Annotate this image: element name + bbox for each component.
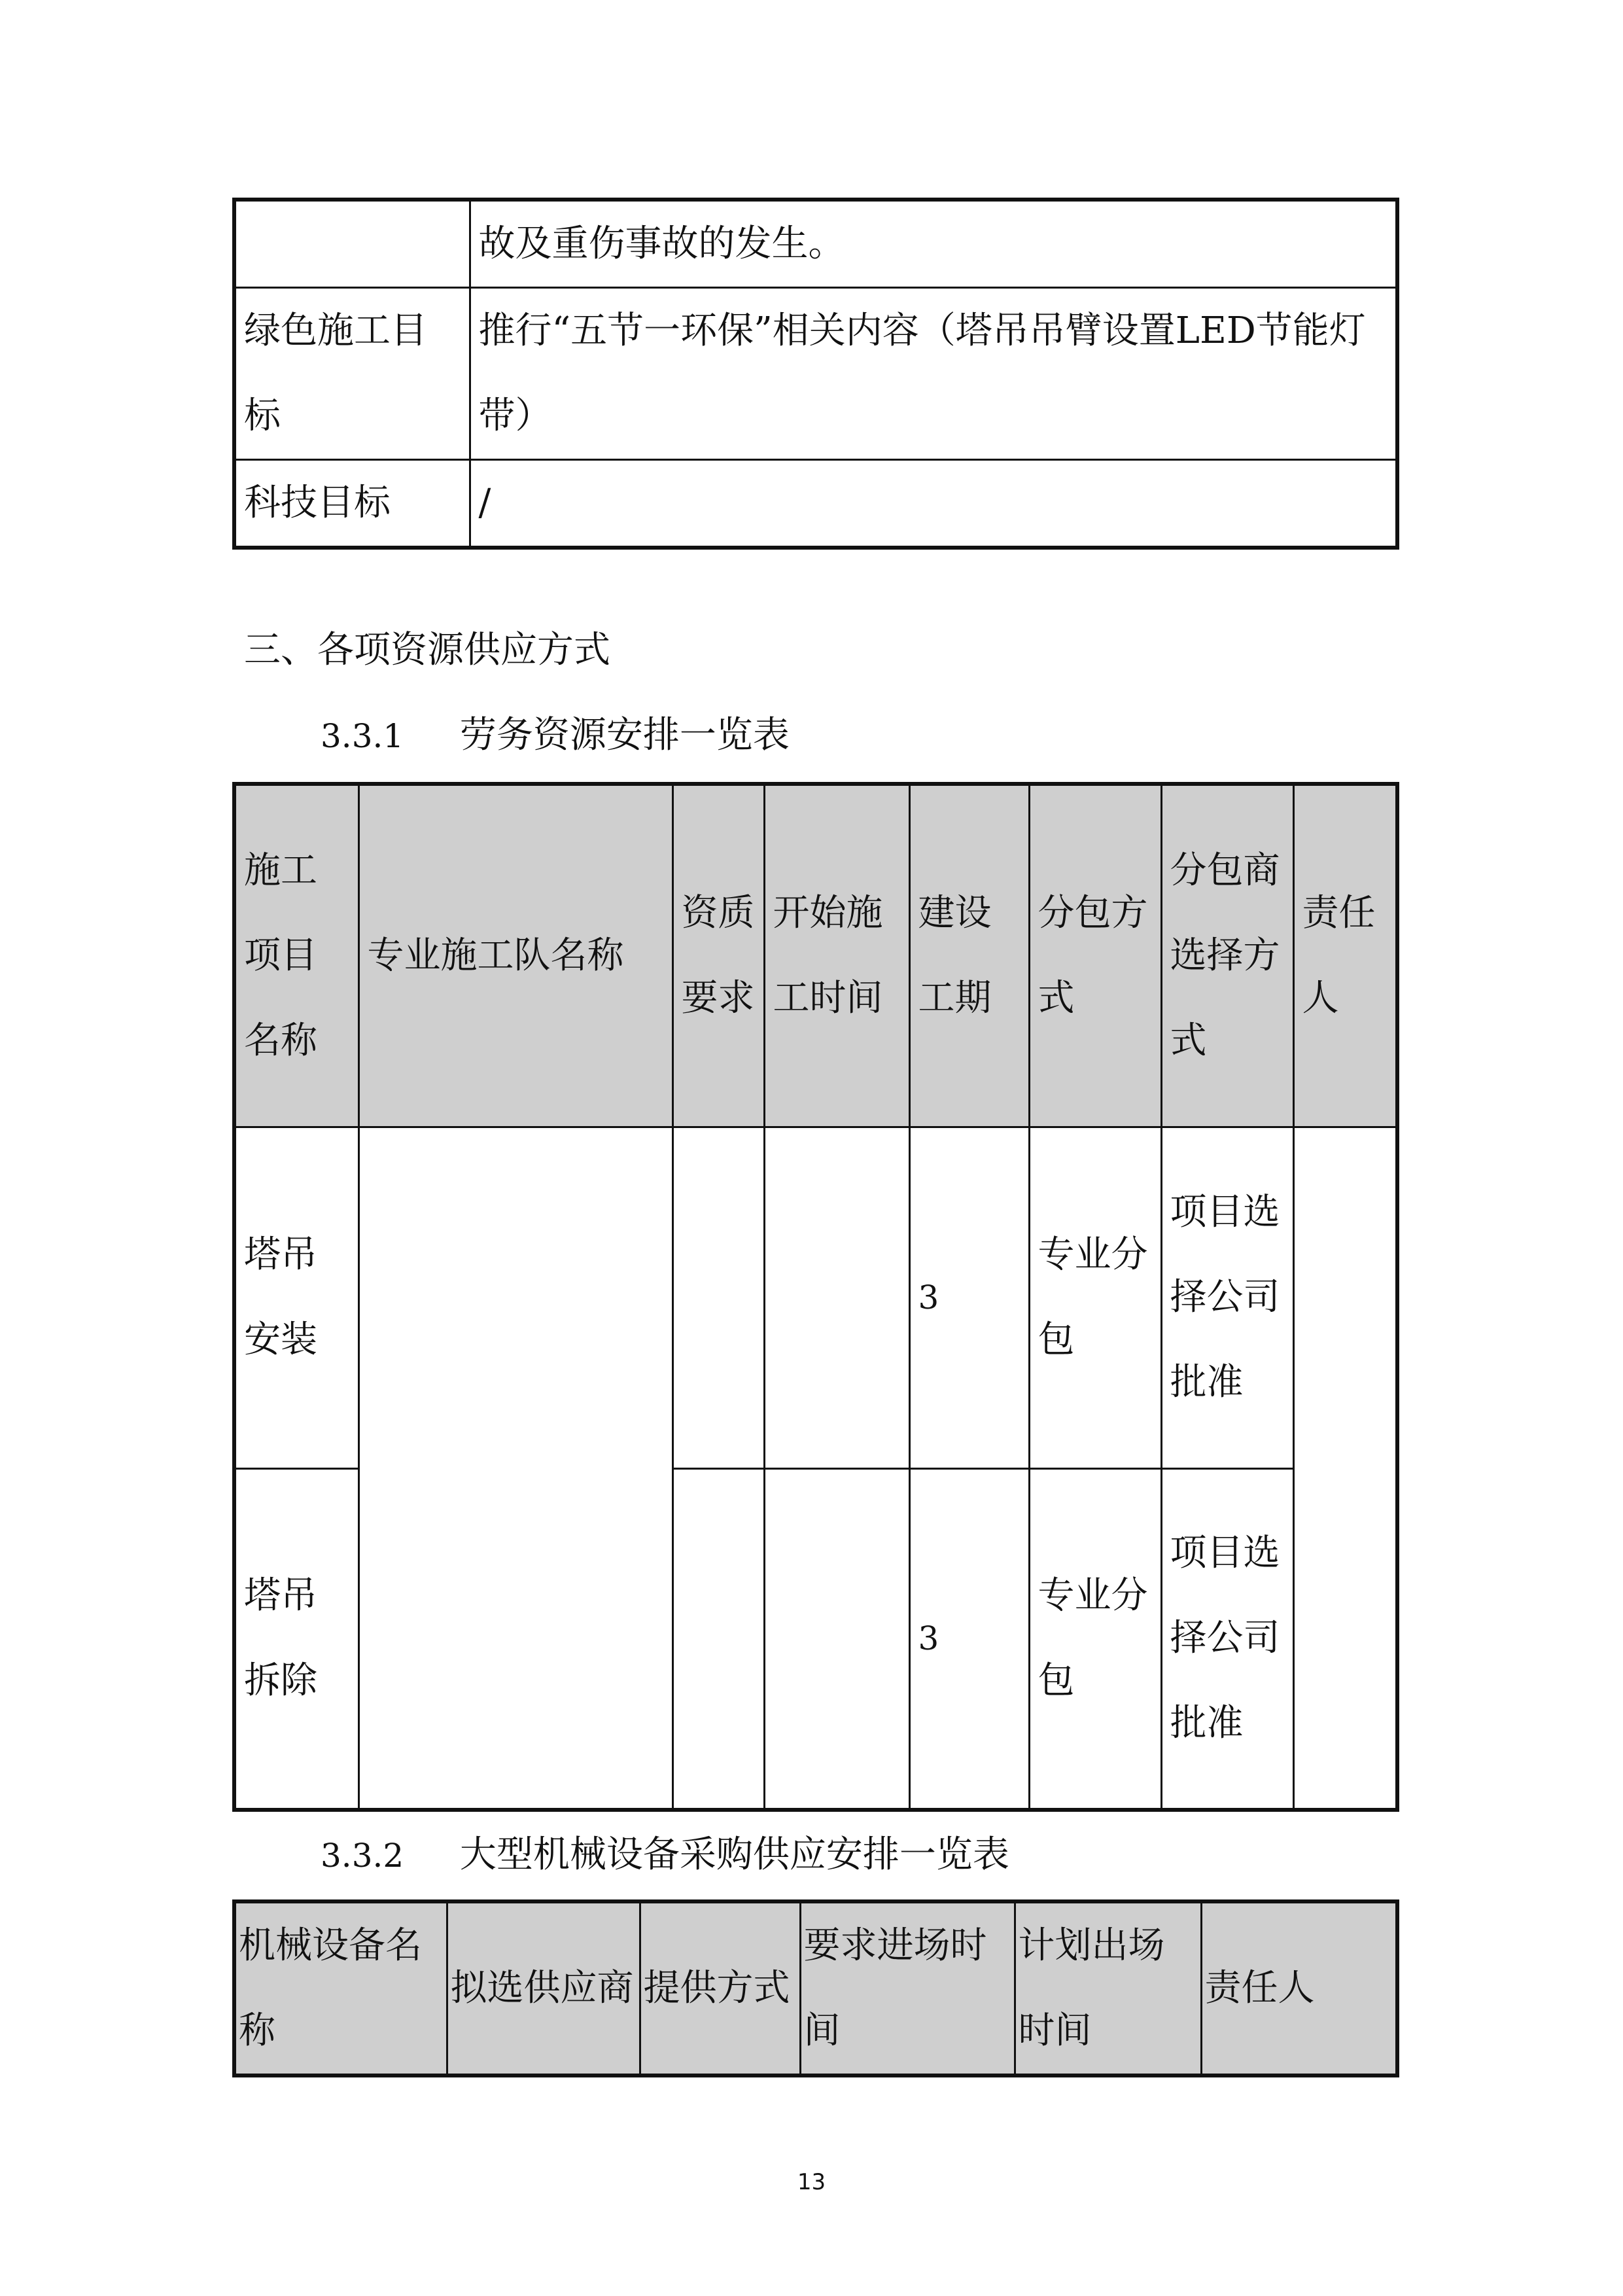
header-period: 建设工期 xyxy=(909,784,1029,1127)
header-equipment-name: 机械设备名称 xyxy=(234,1901,447,2075)
goals-label: 科技目标 xyxy=(234,460,470,548)
cell-mode: 专业分包 xyxy=(1029,1127,1161,1468)
header-person: 责任人 xyxy=(1293,784,1397,1127)
section-heading: 三、各项资源供应方式 xyxy=(244,629,610,671)
header-selection: 分包商选择方式 xyxy=(1161,784,1293,1127)
cell-period: 3 xyxy=(909,1127,1029,1468)
subsection-title: 大型机械设备采购供应安排一览表 xyxy=(459,1833,1009,1876)
cell-selection: 项目选择公司批准 xyxy=(1161,1468,1293,1810)
goals-label: 绿色施工目标 xyxy=(234,288,470,460)
header-row xyxy=(234,1901,1397,2075)
cell-selection: 项目选择公司批准 xyxy=(1161,1127,1293,1468)
goals-label xyxy=(234,200,470,288)
header-entry-time: 要求进场时间 xyxy=(800,1901,1015,2075)
subsection-heading-332 xyxy=(321,1829,1009,1882)
subsection-title: 劳务资源安排一览表 xyxy=(459,714,790,756)
cell-qualification xyxy=(672,1468,764,1810)
equipment-table xyxy=(232,1899,1399,2077)
header-qualification: 资质要求 xyxy=(672,784,764,1127)
cell-mode: 专业分包 xyxy=(1029,1468,1161,1810)
cell-start xyxy=(764,1127,909,1468)
cell-qualification xyxy=(672,1127,764,1468)
header-start: 开始施工时间 xyxy=(764,784,909,1127)
header-row xyxy=(234,784,1397,1127)
cell-project: 塔吊拆除 xyxy=(234,1468,358,1810)
cell-start xyxy=(764,1468,909,1810)
subsection-number: 3.3.2 xyxy=(321,1837,404,1875)
header-exit-time: 计划出场时间 xyxy=(1015,1901,1201,2075)
header-mode: 分包方式 xyxy=(1029,784,1161,1127)
table-row xyxy=(234,1127,1397,1468)
table-row xyxy=(234,200,1397,288)
header-team: 专业施工队名称 xyxy=(358,784,672,1127)
table-row xyxy=(234,288,1397,460)
header-supplier: 拟选供应商 xyxy=(447,1901,640,2075)
goals-content: 推行“五节一环保”相关内容（塔吊吊臂设置LED节能灯带） xyxy=(470,288,1397,460)
header-person: 责任人 xyxy=(1201,1901,1397,2075)
header-supply-mode: 提供方式 xyxy=(640,1901,800,2075)
table-row xyxy=(234,460,1397,548)
subsection-number: 3.3.1 xyxy=(321,717,404,755)
cell-project: 塔吊安装 xyxy=(234,1127,358,1468)
goals-table xyxy=(232,198,1399,550)
header-project: 施工项目名称 xyxy=(234,784,358,1127)
labor-table xyxy=(232,782,1399,1812)
goals-content: 故及重伤事故的发生。 xyxy=(470,200,1397,288)
subsection-heading-331 xyxy=(321,709,790,762)
cell-person xyxy=(1293,1127,1397,1810)
cell-period: 3 xyxy=(909,1468,1029,1810)
page-number: 13 xyxy=(797,2169,826,2195)
goals-content: / xyxy=(470,460,1397,548)
cell-team xyxy=(358,1127,672,1810)
